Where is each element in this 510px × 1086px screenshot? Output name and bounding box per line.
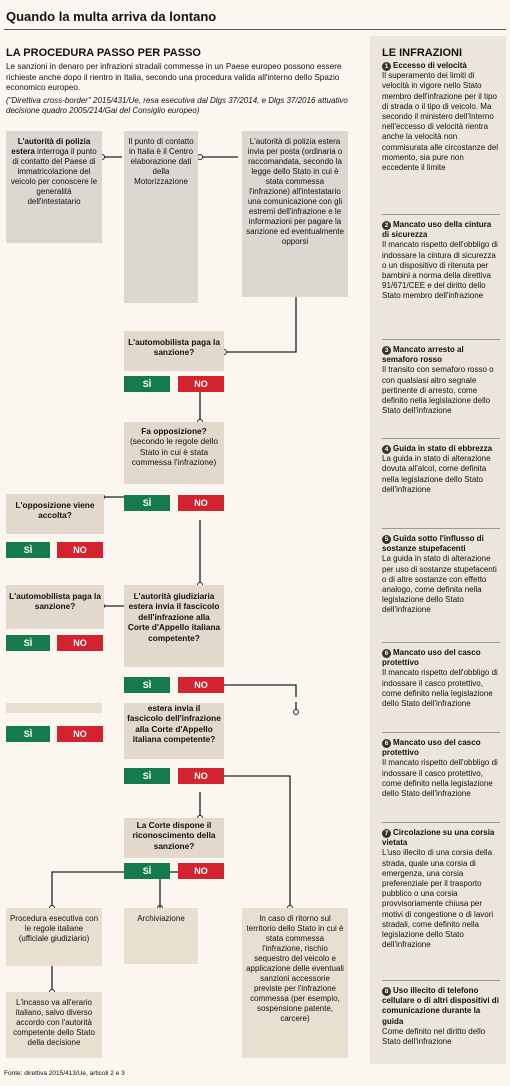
infraction-text: Il transito con semaforo rosso o con qualsiasi altro segnale pertinente di arresto, come definito nella legislazione dello Stato dell'infrazione [382, 365, 494, 416]
number-badge-icon: 6 [382, 739, 391, 748]
infraction-text: La guida in stato di alterazione dovuta all'alcol, come definita nella legislazione dello Stato dell'infrazione [382, 454, 491, 494]
infraction-title: Guida in stato di ebbrezza [393, 444, 493, 453]
question-oppose-note: (secondo le regole dello Stato in cui è stata commessa l'infrazione) [129, 436, 219, 468]
infraction-title: Circolazione su una corsia vietata [382, 828, 495, 848]
infraction-item [382, 444, 500, 495]
procedure-note: ("Direttiva cross-border" 2015/431/Ue, resa esecutiva dal Dlgs 37/2014, e Dlgs 37/2016 attuativo decisione quadro 2005/214/Gai del Consiglio europeo) [6, 96, 348, 116]
procedure-intro: Le sanzioni in denaro per infrazioni stradali commesse in un Paese europeo possono essere richieste anche dopo il rientro in Italia, secondo una procedura valida all'interno dello Spazio economico europeo. [6, 62, 342, 93]
infraction-item [382, 220, 500, 302]
number-badge-icon: 1 [382, 62, 391, 71]
infraction-item [382, 986, 500, 1047]
scan-overlap-box [6, 703, 102, 713]
scan-overlap [0, 697, 370, 702]
infraction-title: Eccesso di velocità [393, 61, 467, 70]
no-judicial-repeat: NO [178, 768, 224, 784]
number-badge-icon: 5 [382, 535, 391, 544]
box-judicial-repeat-text: fascicolo dell'infrazione alla Corte d'Appello italiana competente? [127, 713, 221, 745]
divider [382, 339, 500, 340]
source-footer: Fonte: direttiva 2015/413/Ue, articoli 2 e 3 [4, 1070, 125, 1077]
no-oppose: NO [178, 495, 224, 511]
yes-judicial-repeat: SÌ [124, 768, 170, 784]
yes-pay-1: SÌ [124, 376, 170, 392]
divider [382, 732, 500, 733]
box-police-query [6, 131, 102, 243]
yes-accepted: SÌ [6, 542, 50, 558]
divider [382, 214, 500, 215]
no-judicial: NO [178, 677, 224, 693]
infraction-title: Uso illecito di telefono cellulare o di altri dispositivi di comunicazione durante la guida [382, 986, 499, 1026]
infraction-text: Il mancato rispetto dell'obbligo di indossare la cintura di sicurezza o un dispositivo di ritenuta per bambini a norma della direttiva 91/671/CEE e del diritto dello Stato membro dell'infrazione [382, 240, 498, 301]
divider [382, 822, 500, 823]
box-contact-point: Il punto di contatto in Italia è il Centro elaborazione dati della Motorizzazione [124, 131, 198, 303]
box-judicial-authority: L'autorità giudiziaria estera invia il fascicolo dell'infrazione alla Corte d'Appello italiana competente? [124, 585, 224, 667]
infraction-text: Come definito nel diritto dello Stato dell'infrazione [382, 1026, 486, 1047]
page-title: Quando la multa arriva da lontano [6, 9, 217, 24]
infraction-title: Mancato arresto al semaforo rosso [382, 345, 464, 365]
number-badge-icon: 3 [382, 346, 391, 355]
number-badge-icon: 2 [382, 221, 391, 230]
box-police-query-text: interroga il punto di contatto del Paese di immatricolazione del veicolo per conoscere le generalità dell'intestatario [10, 147, 98, 206]
infraction-item [382, 345, 500, 416]
no-accepted: NO [57, 542, 103, 558]
question-opposition-accepted: L'opposizione viene accolta? [6, 494, 104, 534]
infraction-item [382, 534, 500, 616]
no-pay-2: NO [57, 635, 103, 651]
yes-oppose: SÌ [124, 495, 170, 511]
infractions-heading: LE INFRAZIONI [382, 47, 463, 59]
infraction-text: La guida in stato di alterazione per uso di sostanze stupefacenti o di altre sostanze con effetto analogo, come definita nella legislazione dello Stato dell'infrazione [382, 554, 497, 615]
yes-pay-2-repeat: SÌ [6, 726, 50, 742]
infraction-title: Mancato uso del casco protettivo [382, 648, 481, 668]
number-badge-icon: 4 [382, 445, 391, 454]
box-police-query-bold: L'autorità di polizia estera [11, 137, 91, 156]
divider [382, 528, 500, 529]
box-revenue: L'incasso va all'erario italiano, salvo diverso accordo con l'autorità competente dello Stato della decisione [6, 992, 102, 1058]
number-badge-icon: 8 [382, 987, 391, 996]
infraction-text: Il mancato rispetto dell'obbligo di indossare il casco protettivo, come definito nella legislazione dello Stato dell'infrazione [382, 758, 498, 799]
infraction-text: L'uso illecito di una corsia della strada, quale una corsia di emergenza, una corsia preferenziale per il trasporto pubblico o una corsia provvisoriamente chiusa per motivi di congestione o di lavori stradali, come definito nella legislazione dello Stato dell'infrazione [382, 848, 494, 950]
infraction-title: Guida sotto l'influsso di sostanze stupefacenti [382, 534, 484, 554]
box-archive: Archiviazione [124, 908, 198, 964]
number-badge-icon: 6 [382, 649, 391, 658]
infraction-item [382, 61, 500, 173]
divider [382, 438, 500, 439]
box-return-risk: In caso di ritorno sul territorio dello Stato in cui è stata commessa l'infrazione, rischio sequestro del veicolo e applicazione delle eventuali sanzioni accessorie previste per l'infrazione commessa (per esempio, sospensione patente, carcere) [242, 908, 348, 1058]
infraction-item [382, 738, 500, 799]
infraction-title: Mancato uso del casco protettivo [382, 738, 481, 758]
box-police-send: L'autorità di polizia estera invia per posta (ordinaria o raccomandata, secondo la legge dello Stato in cui è stata commessa l'infrazione) all'intestatario una comunicazione con gli estremi dell'infrazione e le informazioni per pagare la sanzione ed eventualmente opporsi [242, 131, 348, 297]
question-pay-2: L'automobilista paga la sanzione? [6, 585, 104, 629]
box-judicial-authority-repeat [124, 703, 224, 759]
number-badge-icon: 7 [382, 829, 391, 838]
divider [382, 980, 500, 981]
infraction-text: Il mancato rispetto dell'obbligo di indossare il casco protettivo, come definito nella legislazione dello Stato dell'infrazione [382, 668, 498, 709]
infraction-text: Il superamento dei limiti di velocità in vigore nello Stato membro dell'infrazione per il tipo di strada o il tipo di veicolo. Ma secondo il ministero dell'Interno nell'eccesso di velocità rientra anche la velocità non commisurata alle circostanze del momento, sia pure non eccedente il limite [382, 71, 499, 173]
no-pay-2-repeat: NO [57, 726, 103, 742]
box-judicial-repeat-top: estera invia il [147, 703, 201, 713]
procedure-heading: LA PROCEDURA PASSO PER PASSO [6, 47, 201, 59]
question-court: La Corte dispone il riconoscimento della sanzione? [124, 818, 224, 858]
yes-court: SÌ [124, 863, 170, 879]
yes-judicial: SÌ [124, 677, 170, 693]
question-oppose-title: Fa opposizione? [141, 426, 207, 436]
no-pay-1: NO [178, 376, 224, 392]
question-pay-1: L'automobilista paga la sanzione? [124, 331, 224, 371]
box-enforcement: Procedura esecutiva con le regole italiane (ufficiale giudiziario) [6, 908, 102, 966]
infraction-item [382, 828, 500, 950]
no-court: NO [178, 863, 224, 879]
infraction-title: Mancato uso della cintura di sicurezza [382, 220, 492, 240]
divider [382, 642, 500, 643]
yes-pay-2: SÌ [6, 635, 50, 651]
question-oppose [124, 422, 224, 484]
infraction-item [382, 648, 500, 709]
